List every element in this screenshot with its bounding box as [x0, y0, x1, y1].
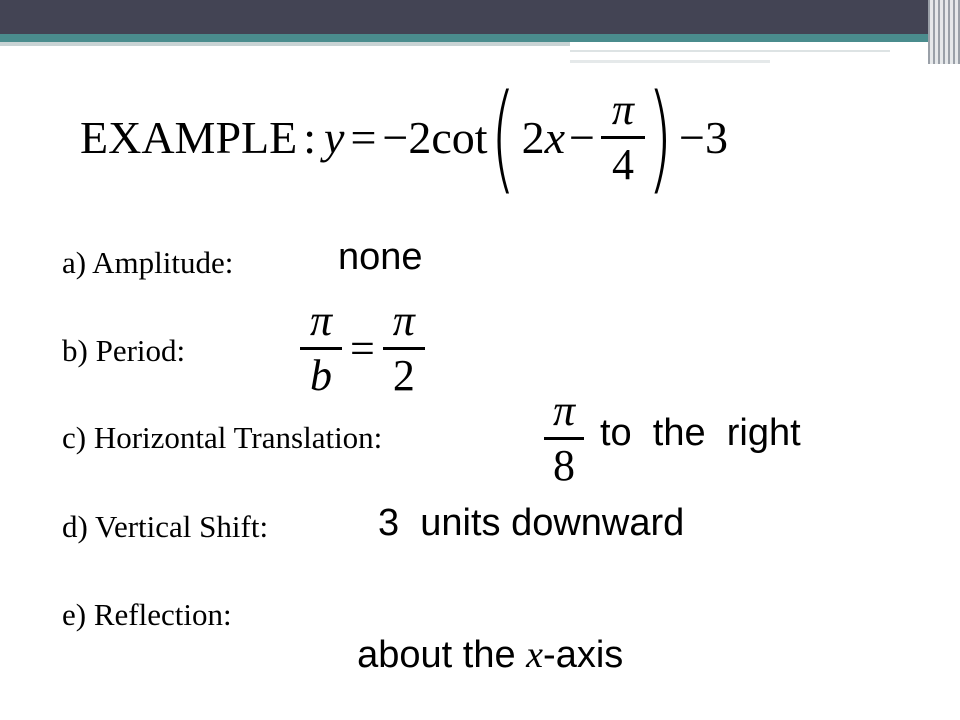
example-minus: −	[569, 111, 595, 163]
example-x: x	[544, 111, 565, 163]
reflection-post: -axis	[543, 634, 624, 676]
slide-header-accent	[0, 34, 960, 42]
slide-header-line-3	[570, 60, 770, 63]
item-period-answer	[300, 295, 425, 400]
example-equation	[80, 68, 728, 206]
example-frac-den: 4	[611, 139, 634, 189]
item-horizontal-answer: to the right	[600, 412, 801, 454]
period-bar-2	[383, 347, 425, 350]
item-vertical-answer: 3 units downward	[378, 502, 685, 544]
example-frac-num: π	[611, 84, 634, 134]
slide-header-bar	[0, 0, 960, 34]
horizontal-frac	[544, 385, 584, 490]
slide-header-line	[0, 42, 570, 46]
example-coef: −2cot	[382, 111, 488, 163]
horizontal-den: 8	[553, 440, 575, 490]
example-y: y	[324, 111, 345, 163]
reflection-pre: about the	[357, 634, 527, 676]
item-horizontal-label: c) Horizontal Translation:	[62, 420, 383, 455]
horizontal-bar	[544, 437, 584, 440]
example-tail: −3	[679, 111, 728, 163]
example-open-paren: (	[489, 68, 516, 206]
example-close-paren: )	[647, 68, 673, 206]
slide-header-line-2	[570, 50, 890, 52]
reflection-var: x	[526, 634, 544, 676]
item-horizontal-fraction	[544, 385, 584, 490]
period-num-1: π	[309, 295, 333, 345]
example-frac-bar	[601, 136, 645, 139]
item-period-label: b) Period:	[62, 333, 186, 368]
item-amplitude-answer: none	[338, 236, 423, 278]
horizontal-num: π	[552, 385, 576, 435]
period-den-1: b	[310, 350, 332, 400]
period-equals: =	[350, 323, 375, 373]
item-reflection-label: e) Reflection:	[62, 597, 232, 632]
item-amplitude-label: a) Amplitude:	[62, 245, 234, 280]
item-vertical-label: d) Vertical Shift:	[62, 509, 269, 544]
period-frac-1	[300, 295, 342, 400]
period-num-2: π	[392, 295, 415, 345]
example-colon: :	[303, 111, 317, 163]
example-inner: 2	[521, 111, 545, 163]
item-reflection-answer	[336, 590, 623, 677]
period-bar-1	[300, 347, 342, 350]
example-equals: =	[350, 111, 377, 163]
example-label: EXAMPLE	[80, 111, 298, 163]
period-frac-2	[383, 295, 425, 400]
period-den-2: 2	[392, 350, 415, 400]
slide-header-stripes	[928, 0, 960, 64]
example-fraction	[601, 84, 645, 189]
